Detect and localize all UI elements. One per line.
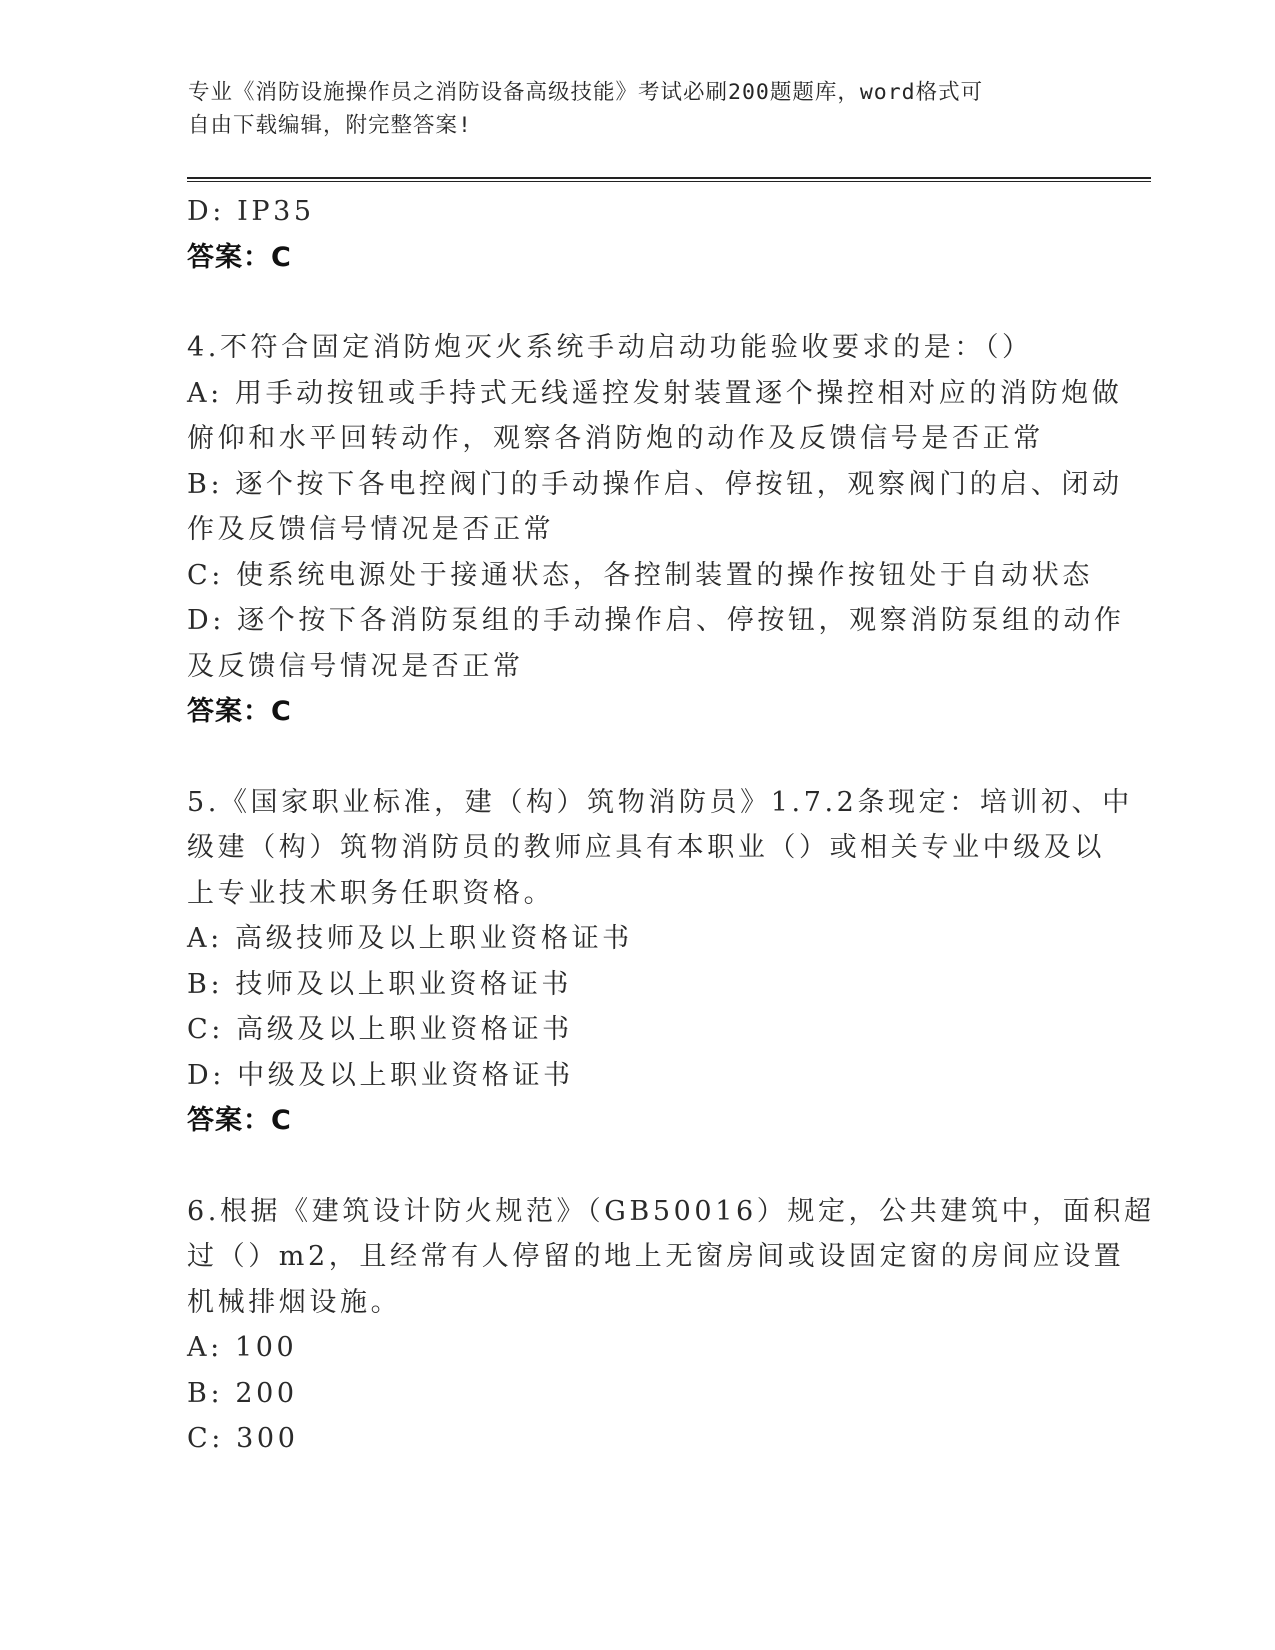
option-a-continued: 俯仰和水平回转动作，观察各消防炮的动作及反馈信号是否正常 [187, 423, 1044, 454]
header-divider [187, 177, 1151, 183]
question-stem-continued: 机械排烟设施。 [187, 1286, 402, 1318]
question-5 [187, 780, 1133, 1144]
option-a: A: 高级技师及以上职业资格证书 [187, 923, 633, 954]
option-d: D: IP35 [187, 196, 315, 227]
page-header [188, 76, 1068, 142]
spacer [187, 1144, 1087, 1189]
option-b-continued: 作及反馈信号情况是否正常 [187, 514, 555, 545]
option-d: D: 逐个按下各消防泵组的手动操作启、停按钮，观察消防泵组的动作 [187, 605, 1125, 636]
answer-line: 答案：C [187, 241, 292, 273]
option-a: A: 100 [187, 1332, 298, 1363]
answer-line: 答案：C [187, 1105, 292, 1136]
option-c: C: 高级及以上职业资格证书 [187, 1014, 573, 1045]
spacer [187, 735, 1087, 780]
header-divider-thin [187, 181, 1151, 182]
question-stem: 5.《国家职业标准，建（构）筑物消防员》1.7.2条现定：培训初、中 [187, 786, 1133, 818]
option-c: C: 使系统电源处于接通状态，各控制装置的操作按钮处于自动状态 [187, 559, 1093, 591]
question-stem: 6.根据《建筑设计防火规范》（GB50016）规定，公共建筑中，面积超 [187, 1195, 1155, 1227]
question-stem-continued: 级建（构）筑物消防员的教师应具有本职业（）或相关专业中级及以 [187, 832, 1105, 863]
header-title-line-2: 自由下载编辑，附完整答案! [188, 113, 472, 138]
question-4 [187, 325, 1125, 735]
option-b: B: 逐个按下各电控阀门的手动操作启、停按钮，观察阀门的启、闭动 [187, 468, 1123, 500]
question-3 [187, 189, 1087, 280]
spacer [187, 280, 1087, 325]
option-c: C: 300 [187, 1423, 299, 1454]
question-stem-continued: 过（）m2，且经常有人停留的地上无窗房间或设固定窗的房间应设置 [187, 1241, 1125, 1272]
option-d: D: 中级及以上职业资格证书 [187, 1059, 574, 1091]
question-list [187, 189, 1155, 1462]
option-b: B: 技师及以上职业资格证书 [187, 968, 572, 1000]
question-stem: 4.不符合固定消防炮灭火系统手动启动功能验收要求的是：（） [187, 332, 1033, 363]
option-b: B: 200 [187, 1377, 298, 1409]
question-stem-continued: 上专业技术职务任职资格。 [187, 877, 555, 909]
option-d-continued: 及反馈信号情况是否正常 [187, 650, 524, 682]
header-divider-thick [187, 177, 1151, 179]
question-6 [187, 1189, 1155, 1462]
answer-line: 答案：C [187, 696, 292, 727]
header-title-line-1: 专业《消防设施操作员之消防设备高级技能》考试必刷200题题库，word格式可 [188, 80, 984, 105]
option-a: A: 用手动按钮或手持式无线遥控发射装置逐个操控相对应的消防炮做 [187, 377, 1123, 409]
